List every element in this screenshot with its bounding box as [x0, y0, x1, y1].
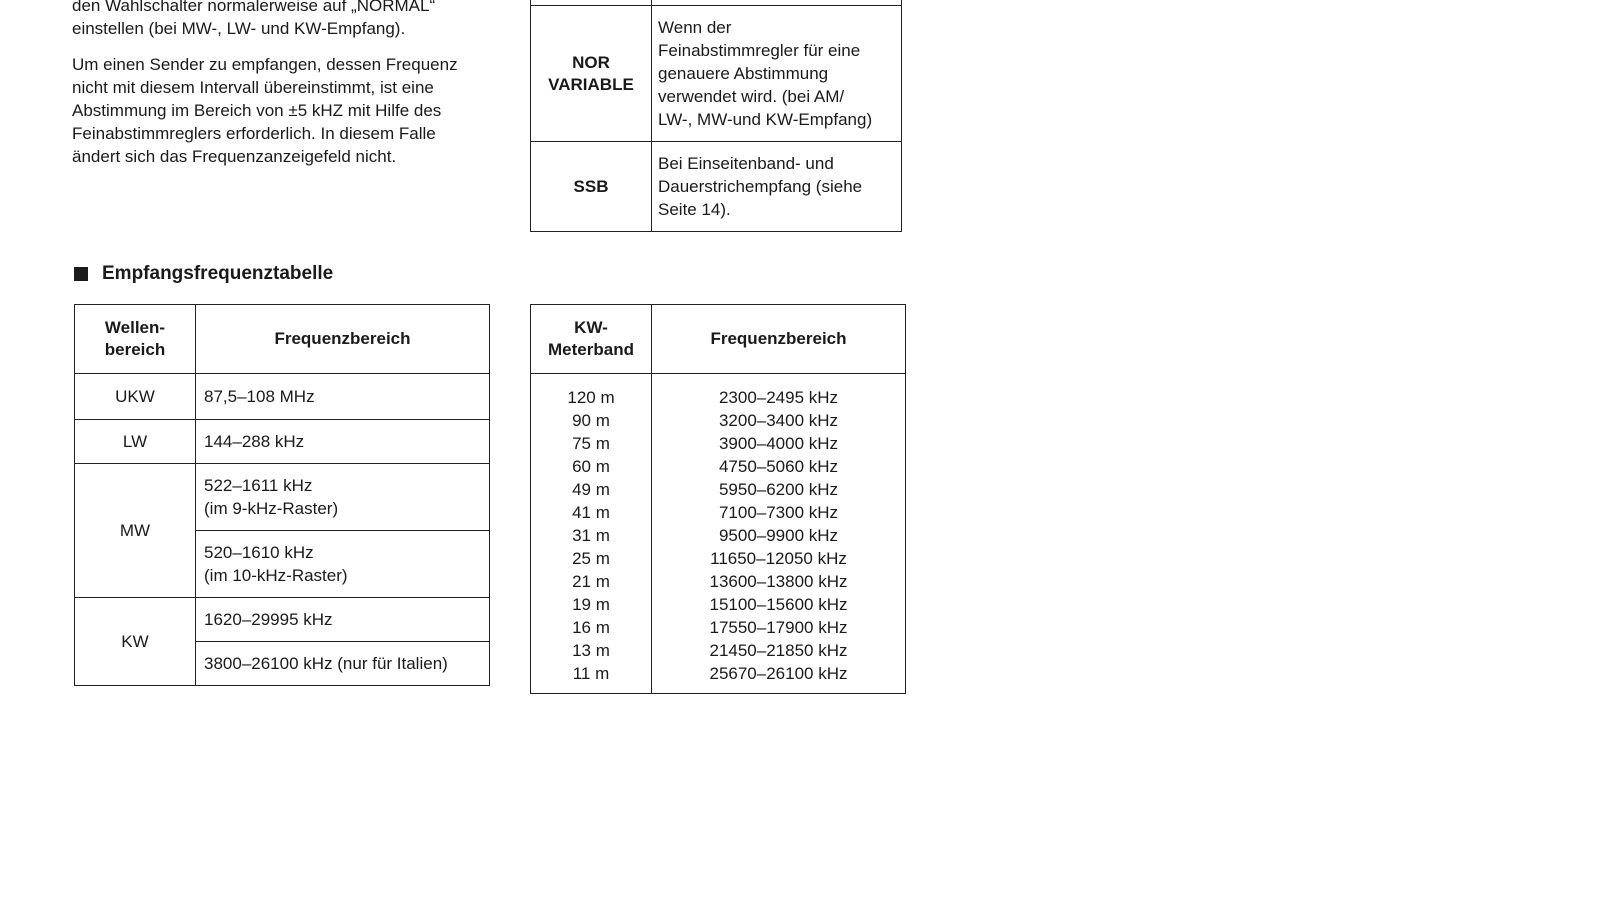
header-freq: Frequenzbereich — [652, 305, 906, 374]
range-cell: 3800–26100 kHz (nur für Italien) — [196, 642, 490, 686]
header-line: bereich — [104, 340, 166, 359]
table-header-row — [75, 305, 490, 374]
range-cell: 144–288 kHz — [196, 420, 490, 464]
freq-value: 17550–17900 kHz — [709, 618, 848, 637]
meter-value: 11 m — [572, 664, 610, 683]
meter-value: 25 m — [572, 549, 610, 568]
tuning-paragraph — [72, 53, 484, 168]
meter-value: 60 m — [572, 457, 610, 476]
mode-cell — [531, 142, 652, 232]
range-cell: 87,5–108 MHz — [196, 374, 490, 420]
text-line: Feinabstimmreglers erforderlich. In diesem Falle — [72, 124, 436, 143]
desc-line: Dauerstrichempfang (siehe — [658, 177, 863, 196]
range-line: 520–1610 kHz — [204, 543, 314, 562]
freq-value: 9500–9900 kHz — [718, 526, 839, 545]
section-heading — [74, 263, 333, 285]
freq-value: 11650–12050 kHz — [710, 549, 847, 568]
table-row — [75, 420, 490, 464]
text-line: nicht mit diesem Intervall übereinstimmt, ist eine — [72, 78, 434, 97]
freq-value: 25670–26100 kHz — [709, 664, 848, 683]
text-line: Abstimmung im Bereich von ±5 kHZ mit Hilfe des — [72, 101, 442, 120]
freq-value: 4750–5060 kHz — [718, 457, 839, 476]
desc-line: verwendet wird. (bei AM/ — [658, 87, 845, 106]
freq-value: 7100–7300 kHz — [718, 503, 839, 522]
mode-label: NOR — [572, 52, 610, 72]
desc-line: LW-, MW-und KW-Empfang) — [658, 110, 873, 129]
freq-value: 21450–21850 kHz — [709, 641, 848, 660]
meter-column — [531, 374, 652, 694]
header-line: Meterband — [548, 340, 634, 359]
freq-value: 2300–2495 kHz — [718, 388, 839, 407]
range-cell — [196, 531, 490, 598]
header-line: Wellen- — [104, 318, 166, 337]
kw-meterband-table — [530, 304, 906, 694]
band-cell: KW — [75, 598, 196, 686]
meter-value: 21 m — [572, 572, 610, 591]
header-line: KW- — [574, 318, 608, 337]
freq-value: 5950–6200 kHz — [718, 480, 839, 499]
intro-partial-paragraph — [72, 0, 484, 40]
text-line: ändert sich das Frequenzanzeigefeld nicht. — [72, 147, 397, 166]
desc-line: Seite 14). — [658, 200, 731, 219]
freq-value: 15100–15600 kHz — [709, 595, 848, 614]
range-line: (im 10-kHz-Raster) — [204, 566, 348, 585]
freq-column — [652, 374, 906, 694]
mode-label: SSB — [573, 176, 609, 196]
mode-table — [530, 0, 902, 232]
table-row — [531, 142, 902, 232]
meter-value: 75 m — [572, 434, 610, 453]
range-line: (im 9-kHz-Raster) — [204, 499, 339, 518]
square-bullet-icon — [74, 267, 88, 281]
table-header-row — [531, 305, 906, 374]
table-row — [531, 374, 906, 694]
freq-value: 3200–3400 kHz — [718, 411, 839, 430]
mode-label: VARIABLE — [548, 74, 634, 94]
range-cell — [196, 464, 490, 531]
table-row — [75, 598, 490, 642]
meter-value: 49 m — [572, 480, 610, 499]
table-row — [75, 374, 490, 420]
meter-value: 16 m — [572, 618, 610, 637]
desc-line: Feinabstimmregler für eine — [658, 41, 861, 60]
meter-value: 90 m — [572, 411, 610, 430]
mode-desc-cell — [652, 142, 902, 232]
meter-value: 13 m — [572, 641, 610, 660]
band-cell: LW — [75, 420, 196, 464]
range-line: 522–1611 kHz — [204, 476, 313, 495]
desc-line: Wenn der — [658, 18, 732, 37]
desc-line: Bei Einseitenband- und — [658, 154, 834, 173]
table-row — [75, 464, 490, 531]
text-line: den Wahlschalter normalerweise auf „NORMAL“ — [72, 0, 436, 15]
meter-value: 120 m — [567, 388, 615, 407]
band-cell: UKW — [75, 374, 196, 420]
text-line: einstellen (bei MW-, LW- und KW-Empfang). — [72, 19, 406, 38]
freq-value: 13600–13800 kHz — [709, 572, 848, 591]
mode-desc-cell — [652, 6, 902, 142]
table-row — [531, 6, 902, 142]
meter-value: 31 m — [572, 526, 610, 545]
desc-line: genauere Abstimmung — [658, 64, 829, 83]
meter-value: 41 m — [572, 503, 610, 522]
mode-cell — [531, 6, 652, 142]
text-line: Um einen Sender zu empfangen, dessen Frequenz — [72, 55, 458, 74]
wave-band-table — [74, 304, 490, 686]
section-title: Empfangsfrequenztabelle — [102, 263, 334, 284]
freq-value: 3900–4000 kHz — [718, 434, 839, 453]
band-cell: MW — [75, 464, 196, 598]
header-band — [75, 305, 196, 374]
range-cell: 1620–29995 kHz — [196, 598, 490, 642]
meter-value: 19 m — [572, 595, 610, 614]
header-range: Frequenzbereich — [196, 305, 490, 374]
header-meter — [531, 305, 652, 374]
